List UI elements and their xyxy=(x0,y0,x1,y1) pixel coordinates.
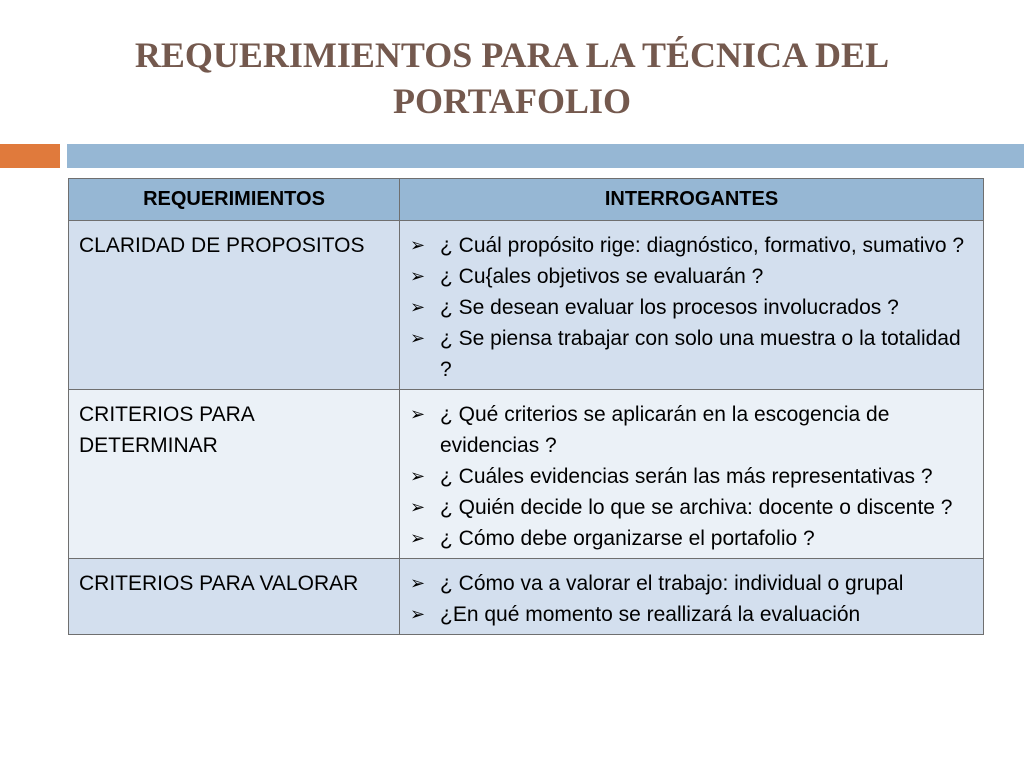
question-text: ¿ Qué criterios se aplicarán en la escogencia de evidencias ? xyxy=(440,403,890,457)
slide-title: REQUERIMIENTOS PARA LA TÉCNICA DEL PORTAFOLIO xyxy=(134,35,890,121)
question-text: ¿En qué momento se reallizará la evaluación xyxy=(440,603,861,626)
questions-cell xyxy=(400,559,984,635)
requirement-cell: CRITERIOS PARA DETERMINAR xyxy=(69,390,400,559)
arrowhead-bullet-icon: ➢ xyxy=(410,297,426,317)
list-item xyxy=(410,568,973,599)
arrowhead-bullet-icon: ➢ xyxy=(410,604,426,624)
question-text: ¿ Quién decide lo que se archiva: docente o discente ? xyxy=(440,496,953,519)
arrowhead-bullet-icon: ➢ xyxy=(410,404,426,424)
questions-list xyxy=(410,399,973,554)
arrowhead-bullet-icon: ➢ xyxy=(410,573,426,593)
list-item xyxy=(410,261,973,292)
list-item xyxy=(410,323,973,385)
table-row xyxy=(69,559,984,635)
accent-bar-blue xyxy=(67,144,1024,168)
question-text: ¿ Se piensa trabajar con solo una muestra o la totalidad ? xyxy=(440,327,961,381)
header-interrogantes: INTERROGANTES xyxy=(400,179,984,221)
list-item xyxy=(410,523,973,554)
question-text: ¿ Cuál propósito rige: diagnóstico, formativo, sumativo ? xyxy=(440,234,965,257)
requirement-cell: CLARIDAD DE PROPOSITOS xyxy=(69,221,400,390)
question-text: ¿ Cómo va a valorar el trabajo: individual o grupal xyxy=(440,572,904,595)
accent-bar-orange xyxy=(0,144,60,168)
list-item xyxy=(410,461,973,492)
arrowhead-bullet-icon: ➢ xyxy=(410,466,426,486)
header-requerimientos: REQUERIMIENTOS xyxy=(69,179,400,221)
question-text: ¿ Cómo debe organizarse el portafolio ? xyxy=(440,527,815,550)
question-text: ¿ Cuáles evidencias serán las más representativas ? xyxy=(440,465,933,488)
arrowhead-bullet-icon: ➢ xyxy=(410,266,426,286)
list-item xyxy=(410,492,973,523)
arrowhead-bullet-icon: ➢ xyxy=(410,328,426,348)
arrowhead-bullet-icon: ➢ xyxy=(410,235,426,255)
questions-cell xyxy=(400,390,984,559)
list-item xyxy=(410,599,973,630)
requirement-cell: CRITERIOS PARA VALORAR xyxy=(69,559,400,635)
question-text: ¿ Cu{ales objetivos se evaluarán ? xyxy=(440,265,764,288)
table-row xyxy=(69,221,984,390)
questions-cell xyxy=(400,221,984,390)
requirements-table xyxy=(68,178,984,635)
arrowhead-bullet-icon: ➢ xyxy=(410,497,426,517)
questions-list xyxy=(410,568,973,630)
list-item xyxy=(410,292,973,323)
arrowhead-bullet-icon: ➢ xyxy=(410,528,426,548)
table-header-row xyxy=(69,179,984,221)
list-item xyxy=(410,230,973,261)
table-row xyxy=(69,390,984,559)
list-item xyxy=(410,399,973,461)
questions-list xyxy=(410,230,973,385)
question-text: ¿ Se desean evaluar los procesos involucrados ? xyxy=(440,296,899,319)
